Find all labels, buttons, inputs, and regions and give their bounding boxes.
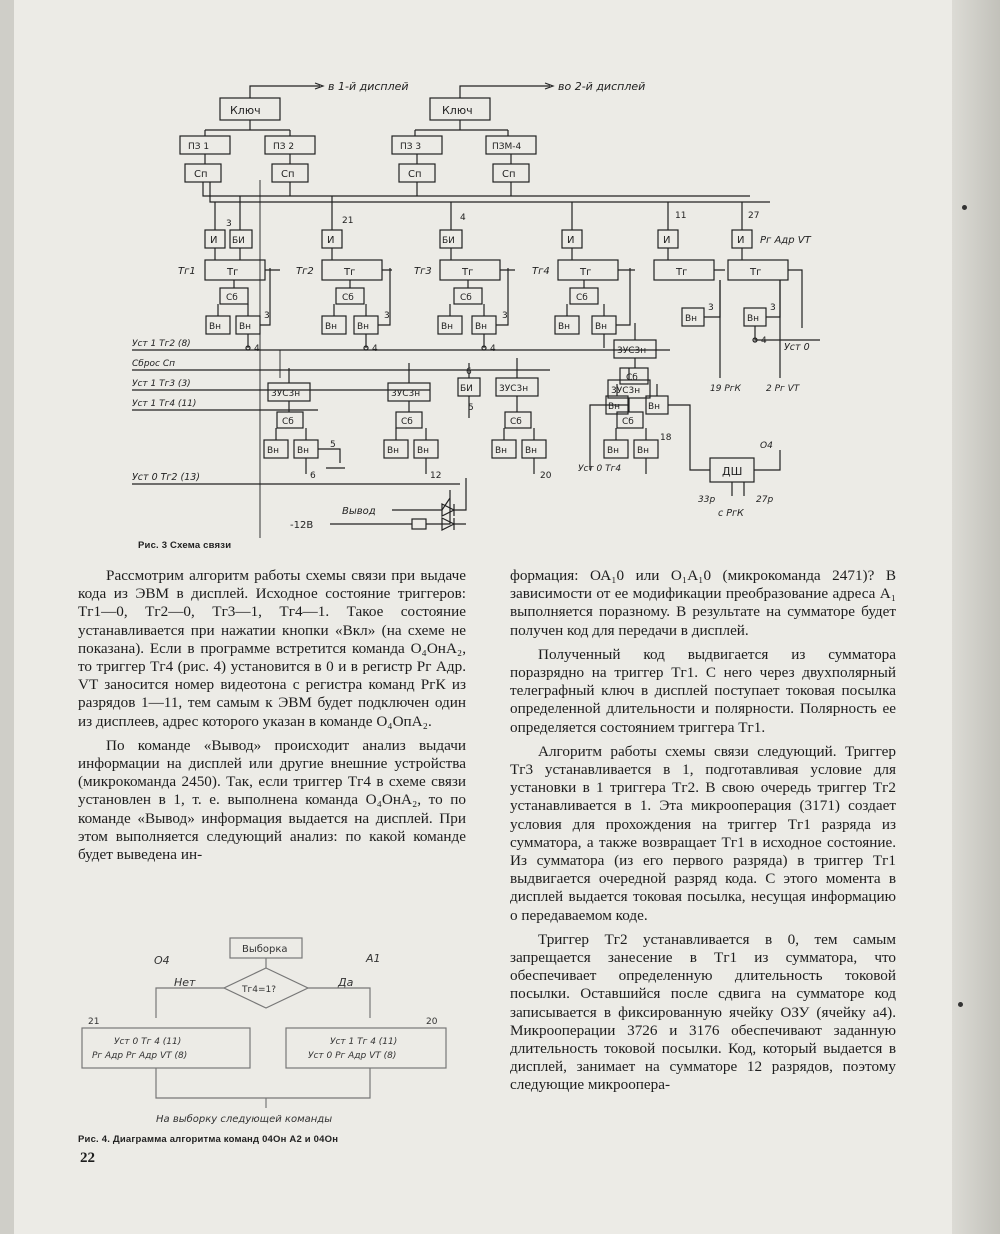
pin-number: 21 bbox=[342, 216, 354, 226]
vn-label: Вн bbox=[747, 314, 760, 324]
wire bbox=[415, 120, 508, 136]
wire bbox=[460, 86, 550, 98]
tg1-label: Тг1 bbox=[178, 266, 196, 277]
pin-number: 18 bbox=[660, 433, 672, 443]
text-column-right bbox=[510, 567, 896, 1095]
reset-sp-signal: Сброс Сп bbox=[132, 359, 176, 369]
step-number: 20 bbox=[426, 1017, 438, 1027]
zu-label: 3УС3н bbox=[391, 389, 421, 399]
pin-number: 4 bbox=[460, 213, 466, 223]
vn-label: Вн bbox=[637, 446, 650, 456]
vn-label: Вн bbox=[525, 446, 538, 456]
ust1-tg2-signal: Уст 1 Тг2 (8) bbox=[132, 339, 191, 349]
and-gate-label: И bbox=[737, 235, 745, 246]
no-label: Нет bbox=[174, 976, 196, 989]
pin-number: 3 bbox=[226, 219, 232, 229]
zu-label: 3УС3н bbox=[611, 386, 641, 396]
sp-label: Сп bbox=[281, 169, 295, 180]
pin-number: 4 bbox=[254, 344, 260, 354]
wire bbox=[289, 358, 629, 418]
pin-number: 3 bbox=[708, 303, 714, 313]
pin-number: 3 bbox=[770, 303, 776, 313]
s-rgk-label: с РгК bbox=[718, 508, 744, 519]
vn-label: Вн bbox=[325, 322, 338, 332]
pin-number: 6 bbox=[310, 471, 316, 481]
vn-label: Вн bbox=[608, 402, 621, 412]
tg-label: Тг bbox=[580, 267, 592, 278]
ust0-tg4-signal: Уст 0 Тг4 bbox=[578, 464, 622, 474]
zu-label: 3УС3н bbox=[499, 384, 529, 394]
tg-label: Тг bbox=[750, 267, 762, 278]
vn-label: Вн bbox=[209, 322, 222, 332]
ust0-tg2-signal: Уст 0 Тг2 (13) bbox=[132, 472, 200, 483]
vn-label: Вн bbox=[441, 322, 454, 332]
vn-label: Вн bbox=[475, 322, 488, 332]
sb-label: Сб bbox=[460, 293, 472, 303]
key-label-1: Ключ bbox=[230, 104, 261, 117]
to-display2-label: во 2-й дисплей bbox=[558, 80, 646, 93]
zu-label: 3УС3н bbox=[617, 346, 647, 356]
pin-number: 3 bbox=[384, 311, 390, 321]
pin-number: 4 bbox=[372, 344, 378, 354]
rgk-label: 19 РгК bbox=[710, 384, 741, 394]
sp-label: Сп bbox=[194, 169, 208, 180]
step-number: 21 bbox=[88, 1017, 100, 1027]
and-gate-label: И bbox=[567, 235, 575, 246]
paragraph: Триггер Тг2 устанавливается в 0, тем самым запрещается занесение в Тг1 из сумматора, что обеспечивает определенную длительность токовой посылки. Оставшийся после сдвига на сумматоре код записывается в фиксированную ячейку ОЗУ (ячейку а4). Микрооперации 3726 и 3176 обеспечивают заданную длительность токовой посылки. Код, который выдается в дисплей, занимает на сумматоре 12 разрядов, поэтому следующие микроопера- bbox=[510, 930, 896, 1094]
vn-label: Вн bbox=[417, 446, 430, 456]
page-edge bbox=[952, 0, 1000, 1234]
vn-label: Вн bbox=[607, 446, 620, 456]
pin-number: 4 bbox=[761, 336, 767, 346]
pz3-label: ПЗ 3 bbox=[400, 142, 422, 152]
figure-3-caption: Рис. 3 Схема связи bbox=[138, 540, 232, 551]
ust0-label: Уст 0 bbox=[784, 342, 810, 353]
sb-label: Сб bbox=[342, 293, 354, 303]
wire bbox=[205, 120, 290, 136]
resistor bbox=[412, 519, 426, 529]
vn-label: Вн bbox=[685, 314, 698, 324]
o4-label: О4 bbox=[154, 954, 170, 967]
pin-number: 4 bbox=[490, 344, 496, 354]
a-label: А1 bbox=[366, 952, 381, 965]
bus bbox=[210, 182, 770, 202]
ground bbox=[318, 449, 345, 468]
yes-label: Да bbox=[338, 976, 354, 989]
pin-number: 27 bbox=[748, 211, 760, 221]
pin-number: 3 bbox=[264, 311, 270, 321]
minus12v-label: -12В bbox=[290, 520, 314, 531]
vn-label: Вн bbox=[648, 402, 661, 412]
rg-adr-vt-label: Рг Адр VT bbox=[760, 235, 811, 246]
flow-line bbox=[156, 1068, 370, 1098]
vn-label: Вн bbox=[357, 322, 370, 332]
start-box-label: Выборка bbox=[242, 944, 288, 955]
sp-label: Сп bbox=[502, 169, 516, 180]
action-box-right bbox=[286, 1028, 446, 1068]
sb-label: Сб bbox=[226, 293, 238, 303]
vn-label: Вн bbox=[495, 446, 508, 456]
ust1-tg4-signal: Уст 1 Тг4 (11) bbox=[132, 399, 197, 409]
vn-label: Вн bbox=[239, 322, 252, 332]
rg-vt-label: 2 Рг VT bbox=[766, 384, 800, 394]
action-left-line2: Рг Адр Рг Адр VT (8) bbox=[92, 1051, 188, 1061]
tg-label: Тг bbox=[344, 267, 356, 278]
sb-label: Сб bbox=[401, 417, 413, 427]
bus bbox=[203, 182, 750, 196]
next-command-label: На выборку следующей команды bbox=[156, 1114, 333, 1125]
paragraph: По команде «Вывод» происходит анализ выдачи информации на дисплей или другие внешние устройства (микрокоманда 2450). Так, если триггер Тг4 в схеме связи установлен в 1, т. е. выполнена команда О₄ОнА₂, то по команде «Вывод» информация выдается на дисплей. При этом выполняется следующий анализ: по какой команде будет выведена ин- bbox=[78, 736, 466, 864]
page-edge bbox=[0, 0, 14, 1234]
vn-label: Вн bbox=[267, 446, 280, 456]
vn-label: Вн bbox=[558, 322, 571, 332]
and-gate-label: И bbox=[663, 235, 671, 246]
to-display1-label: в 1-й дисплей bbox=[328, 80, 409, 93]
figure-3-schematic bbox=[130, 78, 820, 538]
vn-label: Вн bbox=[595, 322, 608, 332]
action-left-line1: Уст 0 Тг 4 (11) bbox=[114, 1037, 182, 1047]
vn-label: Вн bbox=[297, 446, 310, 456]
text-column-left bbox=[78, 567, 466, 864]
action-right-line2: Уст 0 Рг Адр VT (8) bbox=[308, 1051, 397, 1061]
key-label-2: Ключ bbox=[442, 104, 473, 117]
ust1-tg3-signal: Уст 1 Тг3 (3) bbox=[132, 379, 191, 389]
pz4-label: ПЗМ-4 bbox=[492, 142, 522, 152]
pin-number: 3 bbox=[502, 311, 508, 321]
action-box-left bbox=[82, 1028, 250, 1068]
scan-speck bbox=[962, 205, 967, 210]
pin-number: 12 bbox=[430, 471, 442, 481]
wire bbox=[454, 478, 466, 524]
pin-number: 5 bbox=[468, 403, 474, 413]
paragraph: Полученный код выдвигается из сумматора поразрядно на триггер Тг1. С него через двухполярный телеграфный ключ в дисплей поступает токовая посылка определенной длительности и полярности. Полярность ее определяется состоянием триггера Тг1. bbox=[510, 645, 896, 736]
tg-label: Тг bbox=[462, 267, 474, 278]
pz1-label: ПЗ 1 bbox=[188, 142, 210, 152]
bi-gate-label: БИ bbox=[460, 384, 473, 394]
page-number: 22 bbox=[80, 1150, 95, 1166]
tg3-label: Тг3 bbox=[414, 266, 432, 277]
pin-number: 5 bbox=[330, 440, 336, 450]
sb-label: Сб bbox=[622, 417, 634, 427]
tg2-label: Тг2 bbox=[296, 266, 314, 277]
tg4-label: Тг4 bbox=[532, 266, 550, 277]
sb-label: Сб bbox=[576, 293, 588, 303]
vn-label: Вн bbox=[387, 446, 400, 456]
decoder-label: ДШ bbox=[722, 465, 743, 478]
p33-label: 33р bbox=[698, 495, 716, 505]
figure-4-flowchart bbox=[70, 932, 490, 1132]
paragraph: Алгоритм работы схемы связи следующий. Триггер Тг3 устанавливается в 1, подготавливая условие для установки в 1 триггера Тг2. В свою очередь триггер Тг2 устанавливается в 1. Эта микрооперация (3171) создает условия для прохождения на триггер Тг1 разряда из сумматора, а также возвращает Тг1 в исходное состояние. Из сумматора (из его первого разряда) в триггер Тг1 выдвигается очередной разряд кода. С этого момента в дисплей выдается токовая посылка, несущая информацию о передаваемом коде. bbox=[510, 742, 896, 924]
figure-4-caption: Рис. 4. Диаграмма алгоритма команд 04Он А2 и 04Он bbox=[78, 1134, 339, 1145]
pin-number: 20 bbox=[540, 471, 552, 481]
and-gate-label: И bbox=[210, 235, 218, 246]
tg-label: Тг bbox=[227, 267, 239, 278]
vyvod-label: Вывод bbox=[342, 506, 376, 517]
diode bbox=[442, 504, 454, 516]
o4-label: О4 bbox=[760, 441, 773, 451]
pin-number: 11 bbox=[675, 211, 687, 221]
decision-label: Тг4=1? bbox=[242, 985, 276, 995]
paragraph: формация: ОА₁0 или О₁А₁0 (микрокоманда 2471)? В зависимости от ее модификации преобразование адреса А₁ выполняется поразному. В результате на сумматоре будет получен код для передачи в дисплей. bbox=[510, 567, 896, 639]
bi-gate-label: БИ bbox=[232, 236, 245, 246]
scan-speck bbox=[958, 1002, 963, 1007]
paragraph: Рассмотрим алгоритм работы схемы связи при выдаче кода из ЭВМ в дисплей. Исходное состояние триггеров: Тг1—0, Тг2—0, Тг3—1, Тг4—1. Такое состояние устанавливается при нажатии кнопки «Вкл» (на схеме не показана). Если в программе встретится команда О₄ОнА₂, то триггер Тг4 (рис. 4) установится в 0 и в регистр Рг Адр. VT заносится номер видеотона с регистра команд РгК из разрядов 1—11, тем самым к ЭВМ будет подключен один из дисплеев, адрес которого указан в команде О₄ОпА₂. bbox=[78, 567, 466, 730]
bi-gate-label: БИ bbox=[442, 236, 455, 246]
sb-label: Сб bbox=[626, 373, 638, 383]
pin-number: 6 bbox=[466, 367, 472, 377]
p27-label: 27р bbox=[756, 495, 774, 505]
and-gate-label: И bbox=[327, 235, 335, 246]
tg-label: Тг bbox=[676, 267, 688, 278]
zu-label: 3УС3н bbox=[271, 389, 301, 399]
sb-vn-group bbox=[206, 288, 766, 334]
action-right-line1: Уст 1 Тг 4 (11) bbox=[330, 1037, 398, 1047]
sb-label: Сб bbox=[510, 417, 522, 427]
wire bbox=[250, 86, 320, 98]
pz2-label: ПЗ 2 bbox=[273, 142, 295, 152]
sp-label: Сп bbox=[408, 169, 422, 180]
sb-label: Сб bbox=[282, 417, 294, 427]
